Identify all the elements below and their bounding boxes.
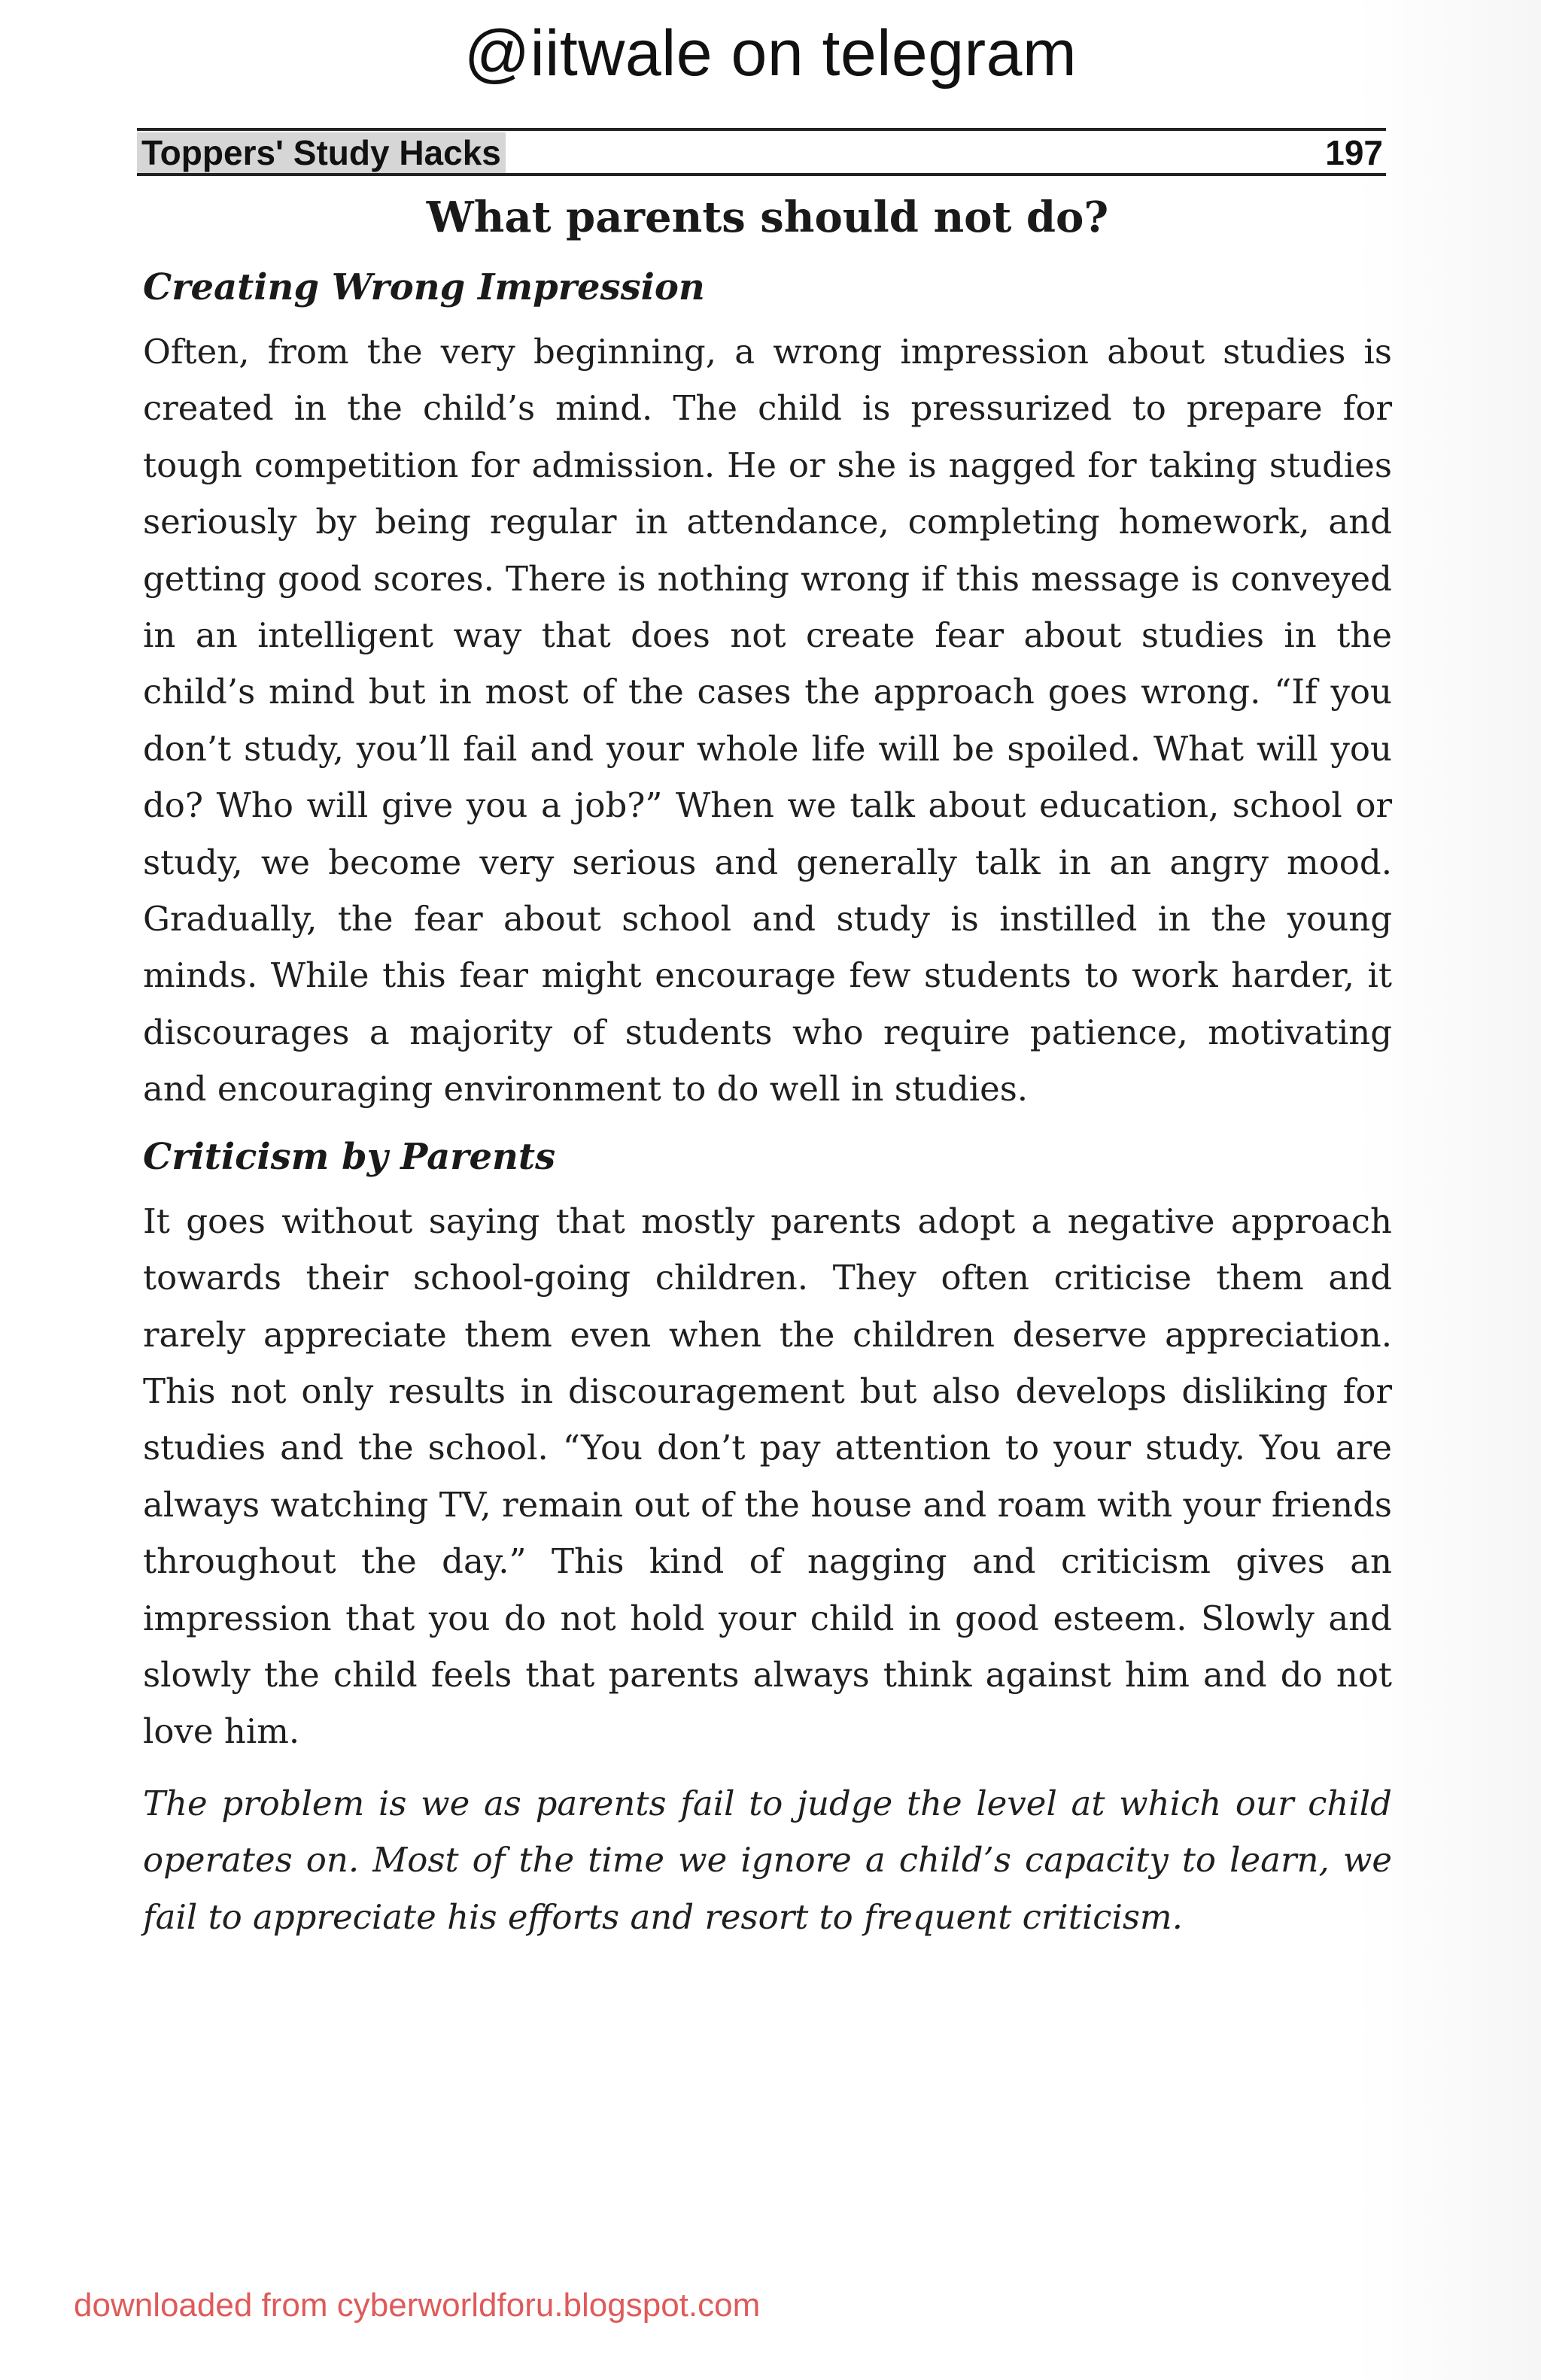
section-title: What parents should not do? bbox=[426, 193, 1109, 242]
paragraph-criticism-by-parents: It goes without saying that mostly parents adopt a negative approach towards their school-going children. They often criticise them and rarely appreciate them even when the children deserve appreciation. This not only results in discouragement but also develops disliking for studies and the school. “You don’t pay attention to your study. You are always watching TV, remain out of the house and roam with your friends throughout the day.” This kind of nagging and criticism gives an impression that you do not hold your child in good esteem. Slowly and slowly the child feels that parents always think against him and do not love him. bbox=[143, 1201, 1392, 1752]
subheading-creating-wrong-impression: Creating Wrong Impression bbox=[143, 266, 705, 308]
book-title: Toppers' Study Hacks bbox=[137, 132, 506, 173]
telegram-watermark: @iitwale on telegram bbox=[464, 17, 1077, 90]
running-header bbox=[137, 128, 1386, 176]
closing-note: The problem is we as parents fail to judge the level at which our child operates on. Most of the time we ignore a child’s capacity to learn, we fail to appreciate his efforts and resort to frequent criticism. bbox=[143, 1783, 1392, 1937]
download-source-watermark[interactable]: downloaded from cyberworldforu.blogspot.com bbox=[74, 2287, 761, 2324]
paragraph-creating-wrong-impression: Often, from the very beginning, a wrong impression about studies is created in the child’s mind. The child is pressurized to prepare for tough competition for admission. He or she is nagged for taking studies seriously by being regular in attendance, completing homework, and getting good scores. There is nothing wrong if this message is conveyed in an intelligent way that does not create fear about studies in the child’s mind but in most of the cases the approach goes wrong. “If you don’t study, you’ll fail and your whole life will be spoiled. What will you do? Who will give you a job?” When we talk about education, school or study, we become very serious and generally talk in an angry mood. Gradually, the fear about school and study is instilled in the young minds. While this fear might encourage few students to work harder, it discourages a majority of students who require patience, motivating and encouraging environment to do well in studies. bbox=[143, 332, 1392, 1110]
page-number: 197 bbox=[1325, 133, 1383, 172]
page-content bbox=[143, 191, 1392, 1945]
subheading-criticism-by-parents: Criticism by Parents bbox=[143, 1135, 556, 1178]
